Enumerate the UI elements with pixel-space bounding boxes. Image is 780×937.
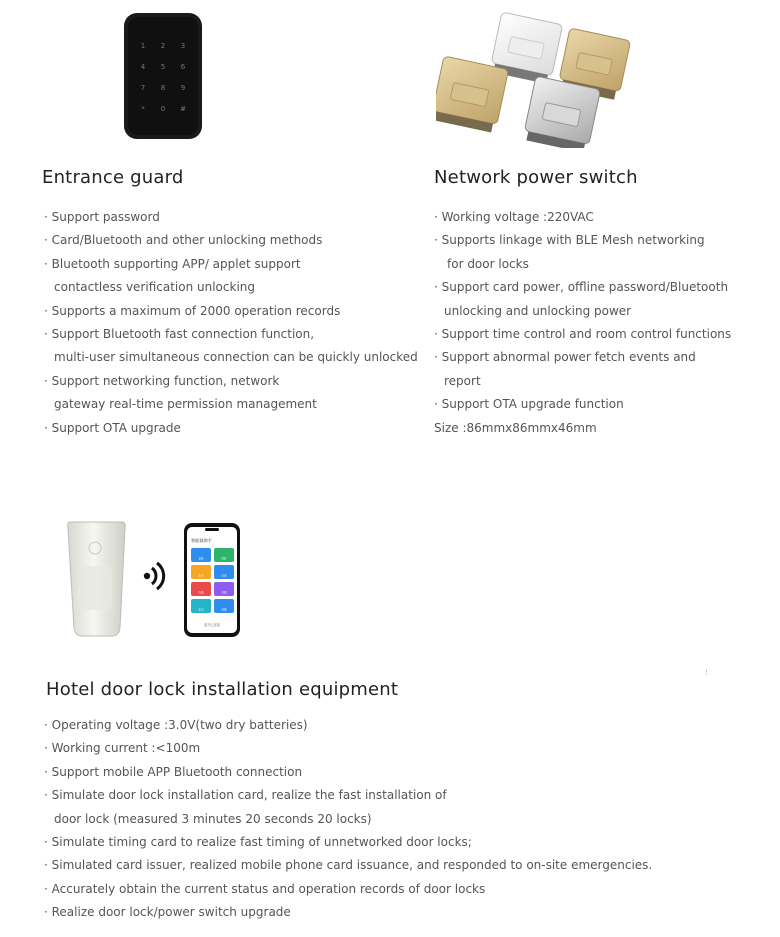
keypad-key: 2 [160,42,166,50]
phone-tile-label: 记录 [221,574,227,578]
list-item: · Supports linkage with BLE Mesh networking [434,233,705,248]
keypad-key: 3 [180,42,186,50]
list-item: · Simulate door lock installation card, realize the fast installation of [44,788,447,803]
keypad-image [120,10,206,142]
list-item: · Realize door lock/power switch upgrade [44,905,291,920]
list-item: · Bluetooth supporting APP/ applet support [44,256,301,271]
phone-tile-label: 安装 [198,557,204,561]
list-item: gateway real-time permission management [54,397,317,412]
list-item: · Support mobile APP Bluetooth connection [44,764,303,779]
list-item: unlocking and unlocking power [444,303,632,318]
list-item: · Simulate timing card to realize fast timing of unnetworked door locks; [44,835,472,850]
keypad-key: 5 [160,63,166,71]
keypad-key: 0 [160,105,166,113]
phone-image [183,522,241,638]
list-item: · Accurately obtain the current status and operation records of door locks [44,881,486,896]
list-item: · Support card power, offline password/Bluetooth [434,280,729,295]
list-item: · Supports a maximum of 2000 operation records [44,303,341,318]
keypad-key: 8 [160,84,166,92]
power-switch-image [436,8,648,148]
phone-tile-label: 设置 [221,608,227,612]
list-item: · Support Bluetooth fast connection function, [44,327,315,342]
list-item: · Support networking function, network [44,373,280,388]
keypad-key: * [141,105,145,113]
network-power-switch-list [434,206,731,440]
list-item: contactless verification unlocking [54,280,255,295]
phone-tile-label: 开锁 [221,591,227,595]
keypad-key: 9 [180,84,186,92]
list-item: report [444,373,481,388]
list-item: door lock (measured 3 minutes 20 seconds 20 locks) [54,811,372,826]
keypad-key: 4 [140,63,146,71]
svg-text:智能锁助手: 智能锁助手 [191,538,212,543]
list-item: · Support OTA upgrade function [434,397,624,412]
list-item: · Card/Bluetooth and other unlocking methods [44,233,323,248]
entrance-guard-list [44,206,418,440]
phone-tile-label: 授时 [221,557,227,561]
wireless-signal-icon [142,558,170,594]
list-item: for door locks [447,256,529,271]
list-item: · Working current :<100m [44,741,201,756]
installation-equipment-title: Hotel door lock installation equipment [46,679,399,700]
list-item: · Simulated card issuer, realized mobile phone card issuance, and responded to on-site emergencies. [44,858,653,873]
installation-device-image [64,518,130,640]
list-item: · Support OTA upgrade [44,420,181,435]
phone-tile-label: 升级 [198,591,204,595]
keypad-key: 6 [180,63,186,71]
list-item: · Operating voltage :3.0V(two dry batteries) [44,718,308,732]
phone-tile-label: 发卡 [198,574,204,578]
keypad-key: 1 [140,42,146,50]
phone-tile-label: 状态 [198,608,204,612]
network-power-switch-title: Network power switch [434,167,638,188]
list-item: · Support time control and room control functions [434,327,732,342]
keypad-key: # [180,105,186,113]
list-item: Size :86mmx86mmx46mm [434,420,597,435]
entrance-guard-title: Entrance guard [42,167,184,188]
list-item: · Support password [44,210,160,224]
svg-text:蓝牙已连接: 蓝牙已连接 [204,623,220,627]
stray-mark: ⁝ [705,668,708,678]
installation-equipment-list [44,714,652,925]
keypad-key: 7 [140,84,146,92]
list-item: multi-user simultaneous connection can be quickly unlocked [54,350,418,365]
list-item: · Working voltage :220VAC [434,210,594,224]
list-item: · Support abnormal power fetch events and [434,350,696,365]
